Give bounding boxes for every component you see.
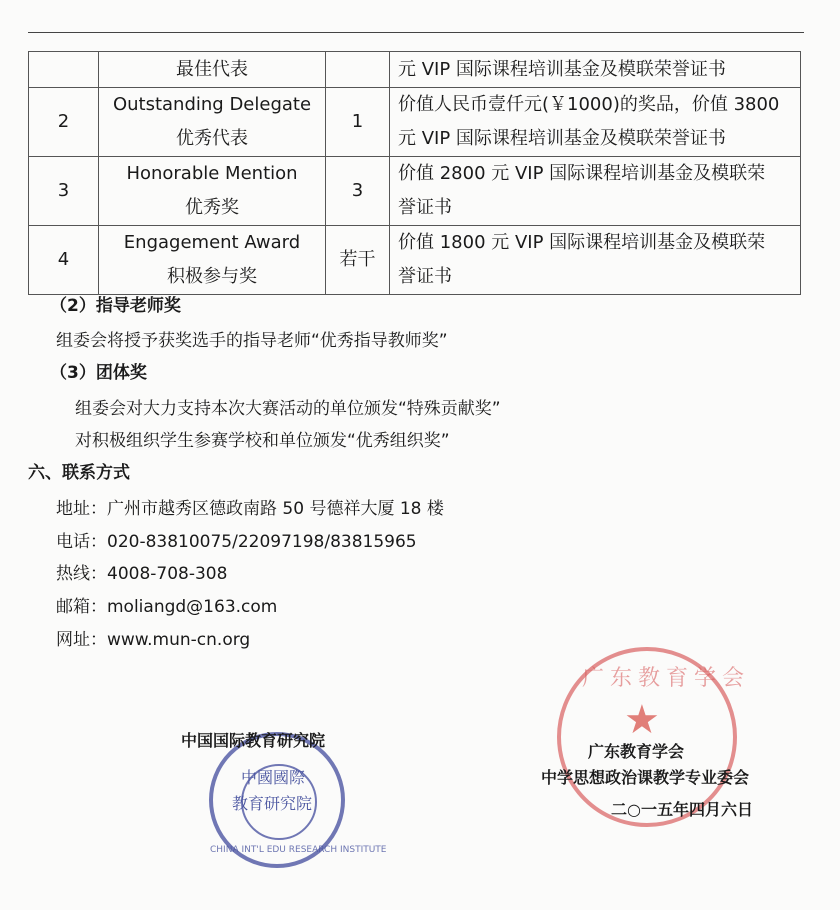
award-prize: [390, 226, 801, 295]
top-rule: [28, 32, 804, 33]
right-org-name-1: 广东教育学会: [588, 742, 685, 761]
institute-seal-text-1: 中國國際: [241, 768, 306, 787]
award-name-cn: 最佳代表: [176, 58, 248, 80]
award-no: [29, 52, 99, 88]
award-qty: 3: [326, 157, 390, 226]
award-prize-line1: 价值 1800 元 VIP 国际课程培训基金及模联荣: [398, 232, 766, 253]
table-row: [29, 157, 801, 226]
group-award-line1: 组委会对大力支持本次大赛活动的单位颁发“特殊贡献奖”: [75, 399, 501, 419]
award-no: 3: [29, 157, 99, 226]
award-prize: [390, 88, 801, 157]
group-award-heading: （3）团体奖: [50, 363, 147, 383]
award-prize-line1: 价值人民币壹仟元(￥1000)的奖品，价值 3800: [398, 94, 780, 115]
institute-seal-text-2: 教育研究院: [232, 794, 313, 813]
award-no: 4: [29, 226, 99, 295]
signature-date: 二○一五年四月六日: [611, 800, 753, 819]
award-qty: 若干: [326, 226, 390, 295]
star-icon: ★: [624, 697, 660, 743]
advisor-award-text: 组委会将授予获奖选手的指导老师“优秀指导教师奖”: [56, 331, 448, 351]
award-prize: [390, 157, 801, 226]
award-name: [99, 157, 326, 226]
awards-table: [28, 51, 801, 295]
award-name: [99, 226, 326, 295]
award-name-cn: 积极参与奖: [167, 266, 257, 287]
award-prize-line2: 誉证书: [398, 266, 452, 287]
society-seal-arc-text: 广东教育学会: [582, 666, 751, 691]
award-prize-line2: 元 VIP 国际课程培训基金及模联荣誉证书: [398, 128, 726, 149]
table-row: [29, 226, 801, 295]
contact-address: 地址：广州市越秀区德政南路 50 号德祥大厦 18 楼: [56, 499, 444, 519]
award-qty: [326, 52, 390, 88]
award-name-en: Engagement Award: [123, 232, 301, 253]
award-prize-line1: 价值 2800 元 VIP 国际课程培训基金及模联荣: [398, 163, 766, 184]
award-name-cn: 优秀代表: [176, 128, 248, 149]
award-name-en: Honorable Mention: [126, 163, 298, 184]
contact-email: 邮箱：moliangd@163.com: [56, 597, 278, 617]
award-name: [99, 52, 326, 88]
contact-heading: 六、联系方式: [28, 463, 130, 483]
advisor-award-heading: （2）指导老师奖: [50, 296, 181, 316]
award-name: [99, 88, 326, 157]
award-qty: 1: [326, 88, 390, 157]
right-org-name-2: 中学思想政治课教学专业委会: [541, 768, 750, 787]
left-org-name: 中国国际教育研究院: [181, 731, 326, 750]
table-row: [29, 88, 801, 157]
contact-website: 网址：www.mun-cn.org: [56, 630, 251, 650]
group-award-line2: 对积极组织学生参赛学校和单位颁发“优秀组织奖”: [75, 431, 450, 451]
award-prize-line1: 元 VIP 国际课程培训基金及模联荣誉证书: [398, 58, 726, 80]
award-prize: [390, 52, 801, 88]
award-prize-line2: 誉证书: [398, 197, 452, 218]
contact-hotline: 热线：4008-708-308: [56, 564, 228, 584]
award-name-en: Outstanding Delegate: [112, 94, 312, 115]
contact-phone: 电话：020-83810075/22097198/83815965: [56, 532, 417, 552]
award-no: 2: [29, 88, 99, 157]
institute-seal-ring-text: CHINA INT'L EDU RESEARCH INSTITUTE: [210, 845, 387, 855]
table-row: [29, 52, 801, 88]
award-name-cn: 优秀奖: [185, 197, 239, 218]
